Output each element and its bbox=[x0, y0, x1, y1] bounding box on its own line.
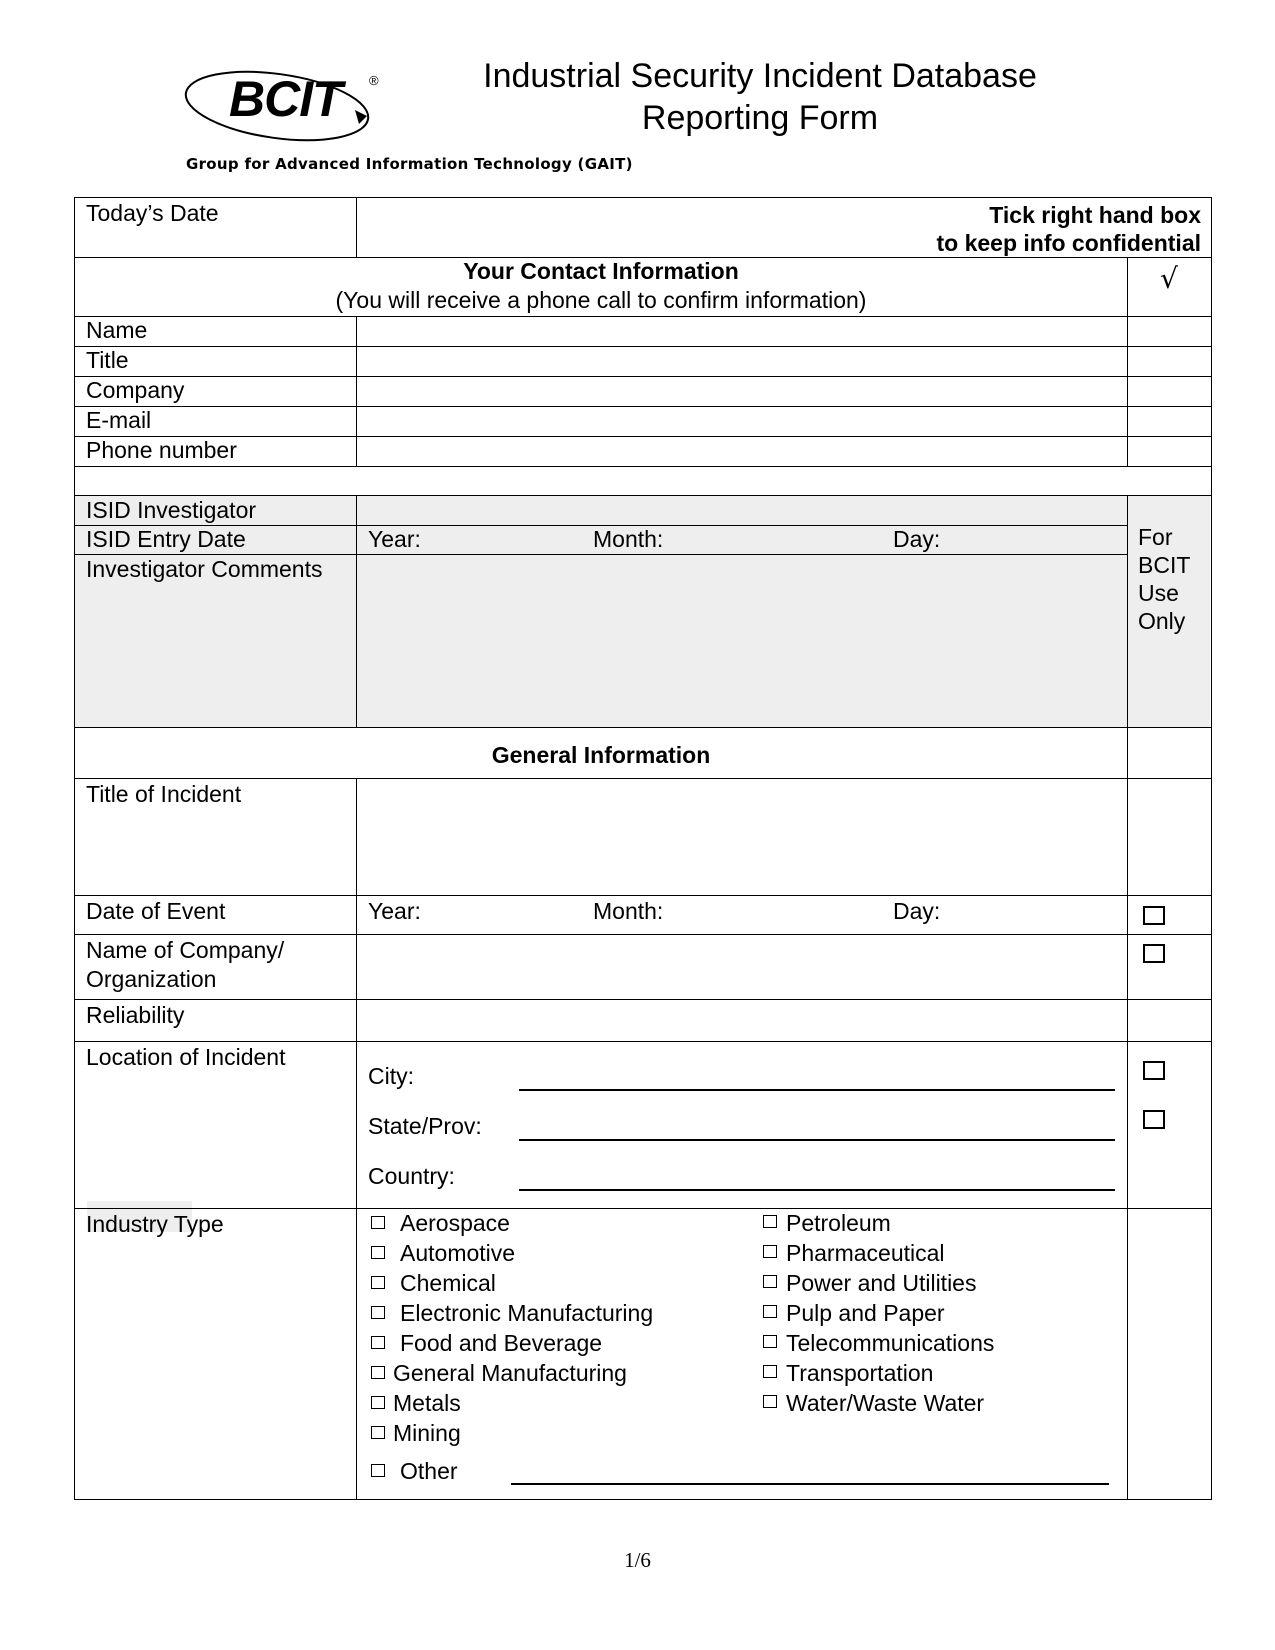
industry-type-label: Industry Type bbox=[86, 1211, 224, 1237]
entry-year-label: Year: bbox=[368, 526, 421, 552]
title-field[interactable] bbox=[357, 347, 1127, 376]
form-title-line1: Industrial Security Incident Database bbox=[483, 57, 1037, 95]
other-checkbox[interactable] bbox=[371, 1464, 385, 1477]
tick-check-icon: √ bbox=[1160, 262, 1178, 295]
general-manufacturing-checkbox[interactable] bbox=[371, 1366, 385, 1379]
page-number: 1/6 bbox=[624, 1548, 651, 1572]
food-beverage-checkbox[interactable] bbox=[371, 1336, 385, 1349]
company-org-label-line1: Name of Company/ bbox=[86, 937, 285, 963]
industry-aerospace: Aerospace bbox=[400, 1210, 510, 1236]
industry-pulp-paper: Pulp and Paper bbox=[786, 1300, 945, 1326]
contact-subheading: (You will receive a phone call to confirm information) bbox=[335, 287, 867, 313]
company-org-field[interactable] bbox=[357, 935, 1127, 999]
industry-power-utilities: Power and Utilities bbox=[786, 1270, 977, 1296]
todays-date-label: Today’s Date bbox=[86, 200, 219, 226]
company-label: Company bbox=[86, 377, 185, 403]
industry-mining: Mining bbox=[393, 1420, 461, 1446]
city-confidential-checkbox[interactable] bbox=[1143, 1061, 1165, 1080]
event-year-label: Year: bbox=[368, 898, 421, 924]
mining-checkbox[interactable] bbox=[371, 1426, 385, 1439]
phone-confidential-box[interactable] bbox=[1128, 437, 1211, 466]
industry-chemical: Chemical bbox=[400, 1270, 496, 1296]
automotive-checkbox[interactable] bbox=[371, 1246, 385, 1259]
metals-checkbox[interactable] bbox=[371, 1396, 385, 1409]
company-confidential-box[interactable] bbox=[1128, 377, 1211, 406]
water-waste-checkbox[interactable] bbox=[763, 1395, 777, 1408]
bcit-use-note-2: BCIT bbox=[1138, 552, 1191, 578]
country-label: Country: bbox=[368, 1163, 455, 1189]
pulp-paper-checkbox[interactable] bbox=[763, 1305, 777, 1318]
email-label: E-mail bbox=[86, 407, 152, 433]
telecommunications-checkbox[interactable] bbox=[763, 1335, 777, 1348]
industry-transportation: Transportation bbox=[786, 1360, 934, 1386]
form-grid bbox=[74, 197, 1212, 1500]
industry-water-waste: Water/Waste Water bbox=[786, 1390, 985, 1416]
state-label: State/Prov: bbox=[368, 1113, 482, 1139]
electronic-manufacturing-checkbox[interactable] bbox=[371, 1306, 385, 1319]
industry-petroleum: Petroleum bbox=[786, 1210, 891, 1236]
name-field[interactable] bbox=[357, 317, 1127, 346]
isid-investigator-field[interactable] bbox=[357, 496, 1127, 525]
bcit-use-note-1: For bbox=[1138, 524, 1173, 550]
phone-label: Phone number bbox=[86, 437, 237, 463]
company-confidential-checkbox[interactable] bbox=[1143, 944, 1165, 963]
state-confidential-checkbox[interactable] bbox=[1143, 1110, 1165, 1129]
industry-general-manufacturing: General Manufacturing bbox=[393, 1360, 627, 1386]
entry-month-label: Month: bbox=[593, 526, 664, 552]
city-label: City: bbox=[368, 1063, 414, 1089]
reliability-label: Reliability bbox=[86, 1002, 185, 1028]
email-field[interactable] bbox=[357, 407, 1127, 436]
form-title-line2: Reporting Form bbox=[641, 99, 879, 137]
location-label: Location of Incident bbox=[86, 1044, 286, 1070]
industry-automotive: Automotive bbox=[400, 1240, 516, 1266]
industry-electronic-manufacturing: Electronic Manufacturing bbox=[400, 1300, 654, 1326]
bcit-logo bbox=[185, 68, 390, 158]
title-confidential-box[interactable] bbox=[1128, 347, 1211, 376]
tick-note-line1: Tick right hand box bbox=[989, 202, 1201, 228]
registered-mark: ® bbox=[369, 73, 379, 88]
group-name: Group for Advanced Information Technology (GAIT) bbox=[186, 155, 633, 173]
general-info-heading: General Information bbox=[491, 742, 711, 768]
email-confidential-box[interactable] bbox=[1128, 407, 1211, 436]
industry-metals: Metals bbox=[393, 1390, 461, 1416]
city-input-line[interactable] bbox=[519, 1089, 1115, 1091]
date-confidential-checkbox[interactable] bbox=[1143, 906, 1165, 925]
logo-wordmark: BCIT bbox=[229, 71, 342, 127]
power-utilities-checkbox[interactable] bbox=[763, 1275, 777, 1288]
aerospace-checkbox[interactable] bbox=[371, 1216, 385, 1229]
investigator-comments-label: Investigator Comments bbox=[86, 556, 323, 582]
isid-investigator-label: ISID Investigator bbox=[86, 497, 257, 523]
reliability-field[interactable] bbox=[357, 1000, 1127, 1041]
isid-entry-date-label: ISID Entry Date bbox=[86, 526, 246, 552]
petroleum-checkbox[interactable] bbox=[763, 1215, 777, 1228]
contact-heading: Your Contact Information bbox=[463, 258, 739, 284]
title-label: Title bbox=[86, 347, 129, 373]
entry-day-label: Day: bbox=[893, 526, 941, 552]
country-input-line[interactable] bbox=[519, 1189, 1115, 1191]
name-confidential-box[interactable] bbox=[1128, 317, 1211, 346]
industry-food-beverage: Food and Beverage bbox=[400, 1330, 603, 1356]
transportation-checkbox[interactable] bbox=[763, 1365, 777, 1378]
name-label: Name bbox=[86, 317, 148, 343]
phone-field[interactable] bbox=[357, 437, 1127, 466]
bcit-use-note-4: Only bbox=[1138, 608, 1186, 634]
state-input-line[interactable] bbox=[519, 1139, 1115, 1141]
other-input-line[interactable] bbox=[511, 1483, 1109, 1485]
pharmaceutical-checkbox[interactable] bbox=[763, 1245, 777, 1258]
event-month-label: Month: bbox=[593, 898, 664, 924]
investigator-comments-field[interactable] bbox=[357, 555, 1127, 727]
industry-other: Other bbox=[400, 1458, 458, 1484]
industry-pharmaceutical: Pharmaceutical bbox=[786, 1240, 945, 1266]
title-of-incident-label: Title of Incident bbox=[86, 781, 242, 807]
date-of-event-label: Date of Event bbox=[86, 898, 226, 924]
title-of-incident-field[interactable] bbox=[357, 779, 1127, 895]
chemical-checkbox[interactable] bbox=[371, 1276, 385, 1289]
industry-telecommunications: Telecommunications bbox=[786, 1330, 995, 1356]
company-field[interactable] bbox=[357, 377, 1127, 406]
event-day-label: Day: bbox=[893, 898, 941, 924]
company-org-label-line2: Organization bbox=[86, 966, 217, 992]
tick-note-line2: to keep info confidential bbox=[936, 230, 1201, 256]
bcit-use-note-3: Use bbox=[1138, 580, 1179, 606]
